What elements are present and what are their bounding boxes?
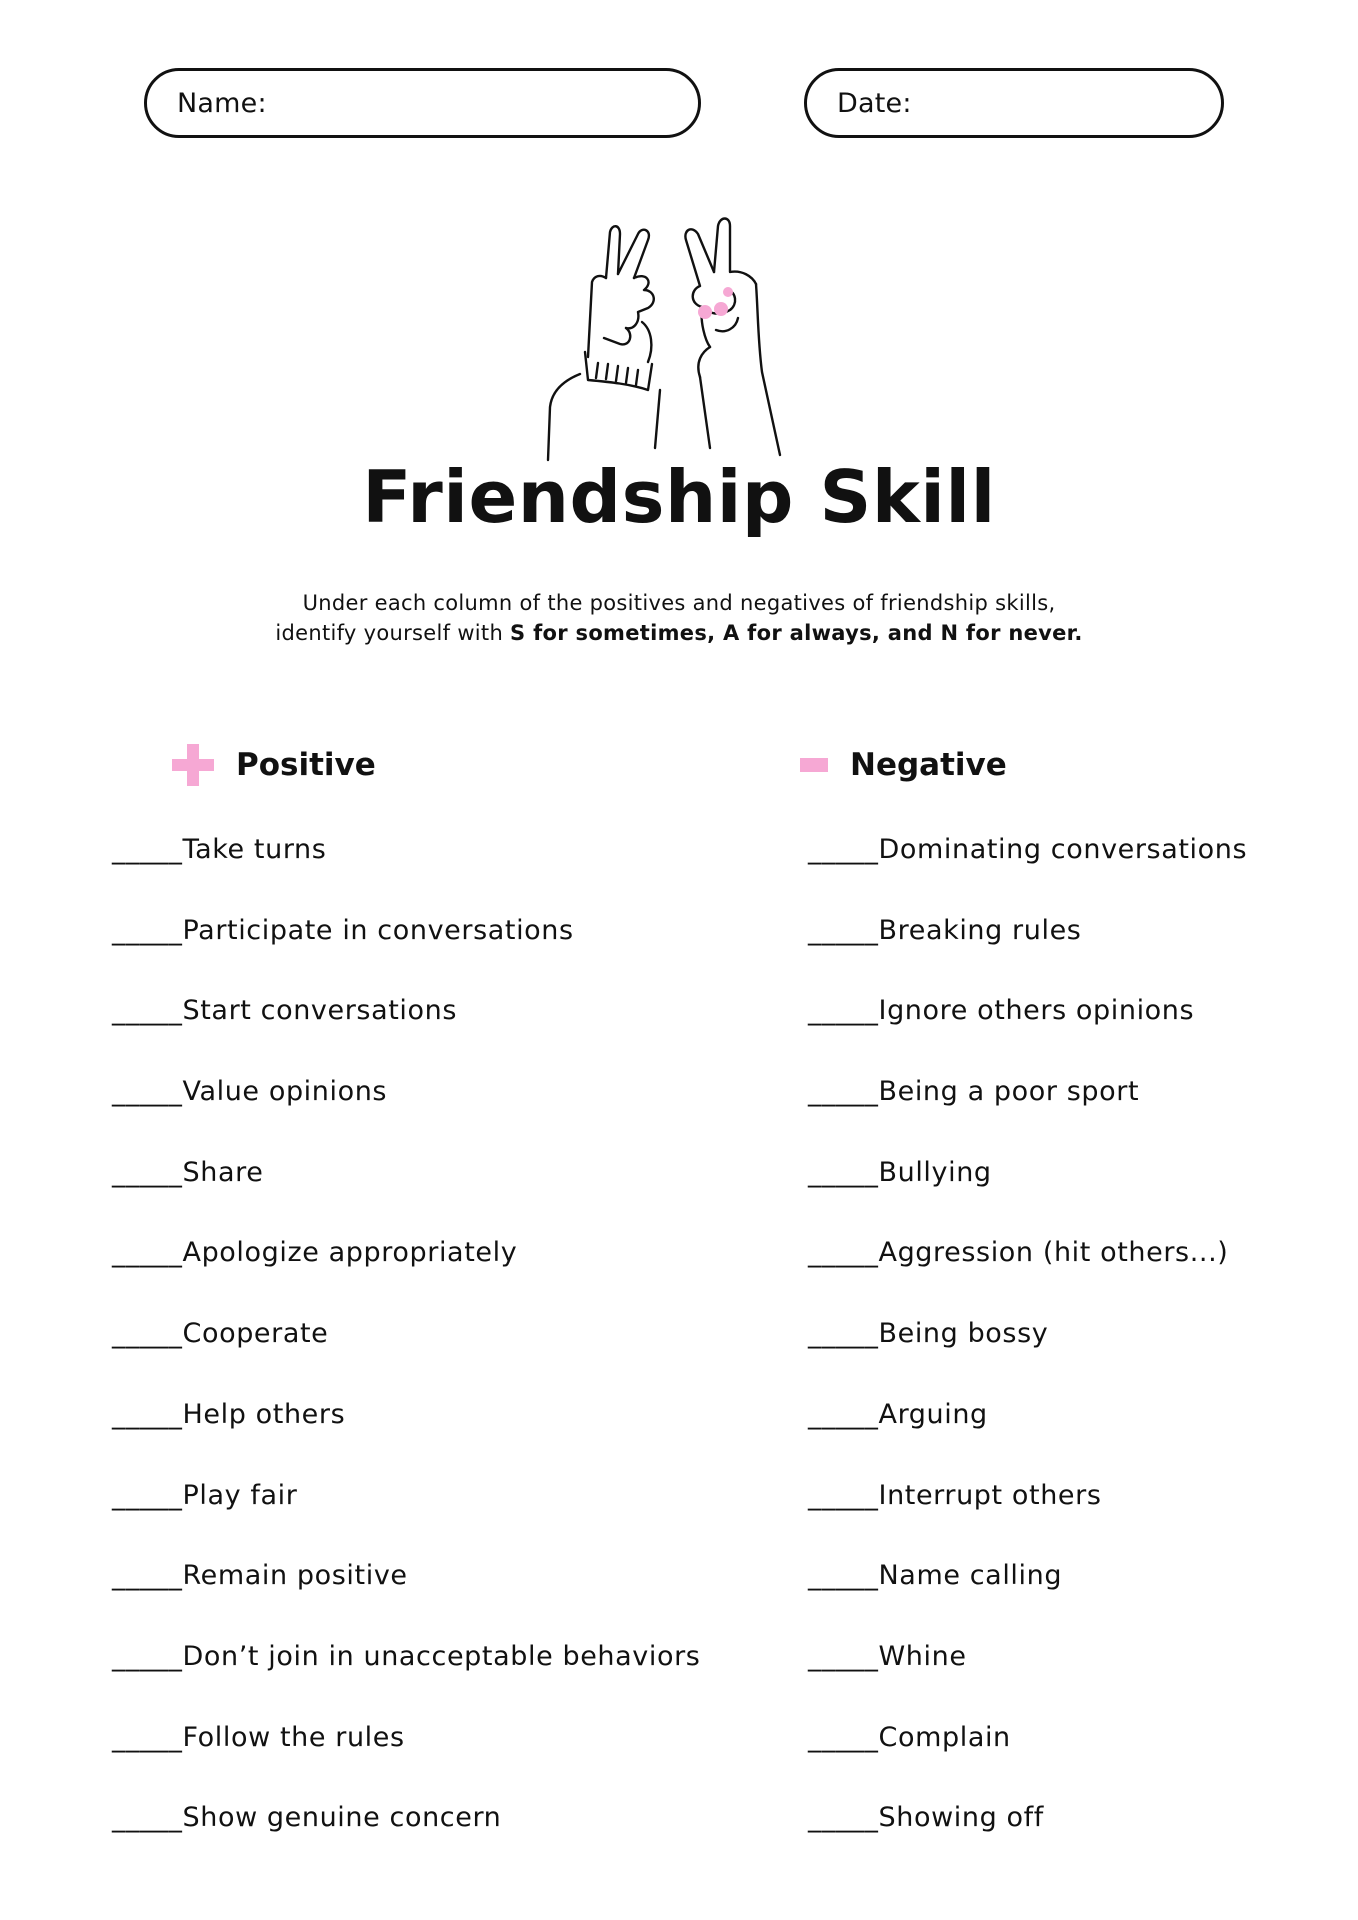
positive-item [112,1072,700,1153]
negative-item-label: Dominating conversations [878,834,1248,865]
negative-list [808,830,1247,1879]
answer-blank[interactable]: _____ [112,1076,183,1108]
positive-item-label: Take turns [182,834,327,865]
answer-blank[interactable]: _____ [808,1802,879,1834]
answer-blank[interactable]: _____ [808,834,879,865]
minus-icon [800,758,828,772]
positive-item [112,1314,700,1395]
positive-item-label: Apologize appropriately [182,1237,518,1269]
negative-item [808,1395,1247,1476]
negative-item [808,1153,1247,1234]
negative-item [808,1637,1247,1718]
positive-item-label: Cooperate [182,1318,329,1350]
negative-item [808,1556,1247,1637]
answer-blank[interactable]: _____ [808,1640,879,1672]
positive-item [112,1718,700,1799]
answer-blank[interactable]: _____ [112,1802,183,1834]
positive-item-label: Don’t join in unacceptable behaviors [182,1640,701,1672]
negative-item [808,911,1247,992]
negative-item-label: Ignore others opinions [878,995,1195,1027]
positive-item [112,911,700,992]
page-title: Friendship Skill [362,455,996,539]
answer-blank[interactable]: _____ [112,1721,183,1753]
name-label: Name: [177,87,267,119]
instructions-line-2 [0,618,1358,648]
answer-blank[interactable]: _____ [112,834,183,865]
answer-blank[interactable]: _____ [112,1398,183,1430]
answer-blank[interactable]: _____ [112,1318,183,1350]
instructions-line-1: Under each column of the positives and negatives of friendship skills, [302,591,1056,615]
answer-blank[interactable]: _____ [112,1156,183,1188]
answer-blank[interactable]: _____ [112,1237,183,1269]
positive-heading-label: Positive [236,747,376,783]
plus-icon [172,744,214,786]
negative-item-label: Arguing [878,1398,988,1430]
negative-item-label: Bullying [878,1156,992,1188]
negative-item-label: Being bossy [878,1318,1049,1350]
positive-item-label: Start conversations [182,995,458,1027]
answer-blank[interactable]: _____ [808,1479,879,1511]
negative-heading-label: Negative [850,747,1007,783]
negative-item-label: Name calling [878,1560,1063,1592]
positive-item [112,1395,700,1476]
answer-blank[interactable]: _____ [112,995,183,1027]
negative-item-label: Interrupt others [878,1479,1102,1511]
positive-item [112,830,700,911]
negative-item-label: Breaking rules [878,914,1082,946]
answer-blank[interactable]: _____ [808,995,879,1027]
name-field[interactable] [144,68,701,138]
answer-blank[interactable]: _____ [808,1721,879,1753]
positive-heading [172,740,376,790]
answer-blank[interactable]: _____ [808,1076,879,1108]
positive-item-label: Show genuine concern [182,1802,502,1834]
negative-item [808,1072,1247,1153]
negative-item [808,1314,1247,1395]
positive-item [112,1637,700,1718]
positive-item [112,1556,700,1637]
negative-item-label: Whine [878,1640,967,1672]
negative-item-label: Complain [878,1721,1011,1753]
negative-heading [800,740,1007,790]
answer-blank[interactable]: _____ [808,1560,879,1592]
answer-blank[interactable]: _____ [808,914,879,946]
negative-item [808,1718,1247,1799]
positive-item-label: Help others [182,1398,346,1430]
instructions-line-2-plain: identify yourself with [275,621,511,645]
negative-item-label: Being a poor sport [878,1076,1140,1108]
positive-item [112,1798,700,1879]
positive-item [112,991,700,1072]
answer-blank[interactable]: _____ [808,1318,879,1350]
negative-item [808,1798,1247,1879]
negative-item [808,1476,1247,1557]
positive-item-label: Follow the rules [182,1721,405,1753]
positive-item-label: Participate in conversations [182,914,574,946]
peace-sign-hands-icon [530,212,830,462]
negative-item [808,991,1247,1072]
instructions [0,588,1358,648]
positive-item-label: Value opinions [182,1076,388,1108]
answer-blank[interactable]: _____ [112,1560,183,1592]
positive-item-label: Share [182,1156,264,1188]
answer-blank[interactable]: _____ [808,1156,879,1188]
date-field[interactable] [804,68,1224,138]
positive-list [112,830,700,1879]
negative-item [808,1233,1247,1314]
negative-item [808,830,1247,911]
answer-blank[interactable]: _____ [808,1398,879,1430]
answer-blank[interactable]: _____ [112,914,183,946]
positive-item [112,1153,700,1234]
date-label: Date: [837,87,912,119]
negative-item-label: Aggression (hit others...) [878,1237,1229,1269]
positive-item [112,1476,700,1557]
instructions-line-2-bold: S for sometimes, A for always, and N for never. [510,621,1083,645]
positive-item-label: Remain positive [182,1560,408,1592]
answer-blank[interactable]: _____ [112,1640,183,1672]
positive-item [112,1233,700,1314]
answer-blank[interactable]: _____ [808,1237,879,1269]
positive-item-label: Play fair [182,1479,298,1511]
negative-item-label: Showing off [878,1802,1044,1834]
answer-blank[interactable]: _____ [112,1479,183,1511]
